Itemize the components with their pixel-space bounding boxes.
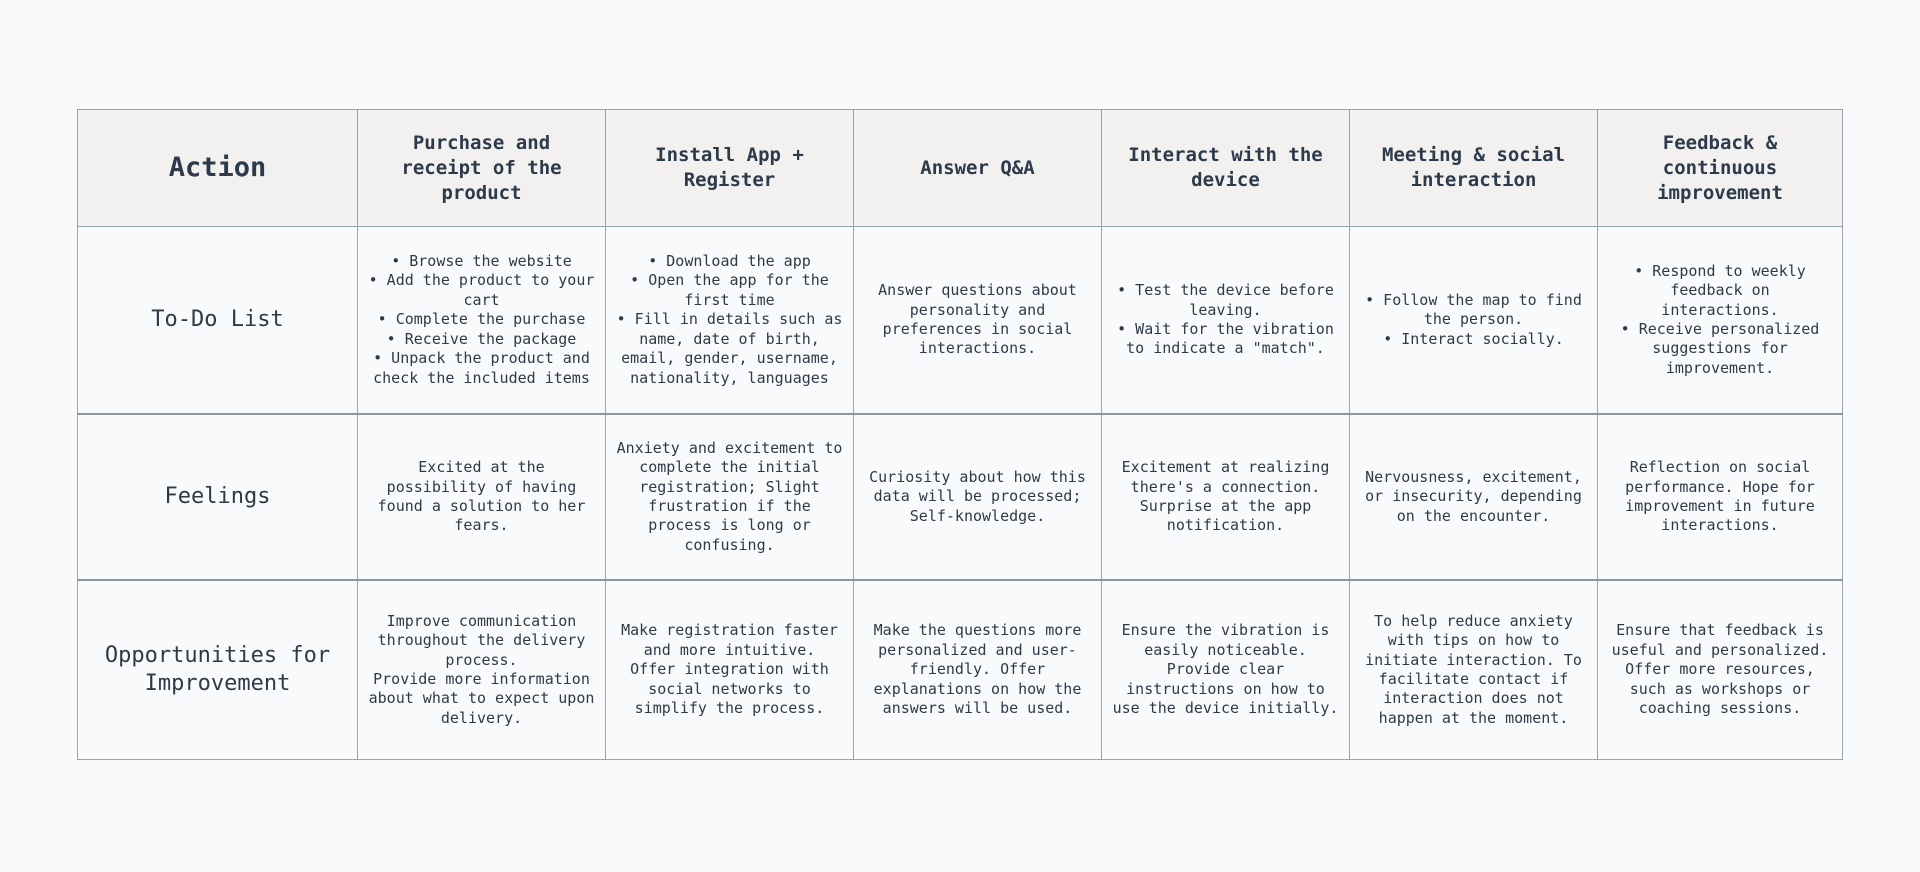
stage-header: Meeting & social interaction [1350, 110, 1598, 227]
table-cell: • Respond to weekly feedback on interactions. • Receive personalized suggestions for improvement. [1598, 227, 1843, 415]
table-cell: Anxiety and excitement to complete the initial registration; Slight frustration if the process is long or confusing. [606, 414, 854, 580]
table-row-feelings [78, 414, 1843, 580]
row-label-opportunities: Opportunities for Improvement [78, 580, 358, 760]
journey-map-table-container [77, 109, 1842, 760]
row-label-todo: To-Do List [78, 227, 358, 415]
table-cell: Ensure that feedback is useful and personalized. Offer more resources, such as workshops or coaching sessions. [1598, 580, 1843, 760]
table-row-opportunities [78, 580, 1843, 760]
table-cell: Excitement at realizing there's a connection. Surprise at the app notification. [1102, 414, 1350, 580]
row-label-feelings: Feelings [78, 414, 358, 580]
table-row-todo [78, 227, 1843, 415]
table-cell: Make registration faster and more intuitive. Offer integration with social networks to simplify the process. [606, 580, 854, 760]
header-row [78, 110, 1843, 227]
table-cell: • Browse the website • Add the product to your cart • Complete the purchase • Receive the package • Unpack the product and check the included items [358, 227, 606, 415]
table-cell: To help reduce anxiety with tips on how to initiate interaction. To facilitate contact if interaction does not happen at the moment. [1350, 580, 1598, 760]
corner-header-action: Action [78, 110, 358, 227]
journey-map-table [77, 109, 1843, 760]
stage-header: Answer Q&A [854, 110, 1102, 227]
table-cell: Excited at the possibility of having found a solution to her fears. [358, 414, 606, 580]
table-cell: Make the questions more personalized and user-friendly. Offer explanations on how the answers will be used. [854, 580, 1102, 760]
table-cell: • Download the app • Open the app for the first time • Fill in details such as name, date of birth, email, gender, username, nationality, languages [606, 227, 854, 415]
stage-header: Install App + Register [606, 110, 854, 227]
table-cell: • Test the device before leaving. • Wait for the vibration to indicate a "match". [1102, 227, 1350, 415]
table-cell: Improve communication throughout the delivery process. Provide more information about what to expect upon delivery. [358, 580, 606, 760]
stage-header: Purchase and receipt of the product [358, 110, 606, 227]
table-cell: Nervousness, excitement, or insecurity, depending on the encounter. [1350, 414, 1598, 580]
stage-header: Feedback & continuous improvement [1598, 110, 1843, 227]
table-cell: Curiosity about how this data will be processed; Self-knowledge. [854, 414, 1102, 580]
table-cell: • Follow the map to find the person. • Interact socially. [1350, 227, 1598, 415]
table-cell: Reflection on social performance. Hope for improvement in future interactions. [1598, 414, 1843, 580]
stage-header: Interact with the device [1102, 110, 1350, 227]
table-cell: Ensure the vibration is easily noticeable. Provide clear instructions on how to use the device initially. [1102, 580, 1350, 760]
table-cell: Answer questions about personality and preferences in social interactions. [854, 227, 1102, 415]
